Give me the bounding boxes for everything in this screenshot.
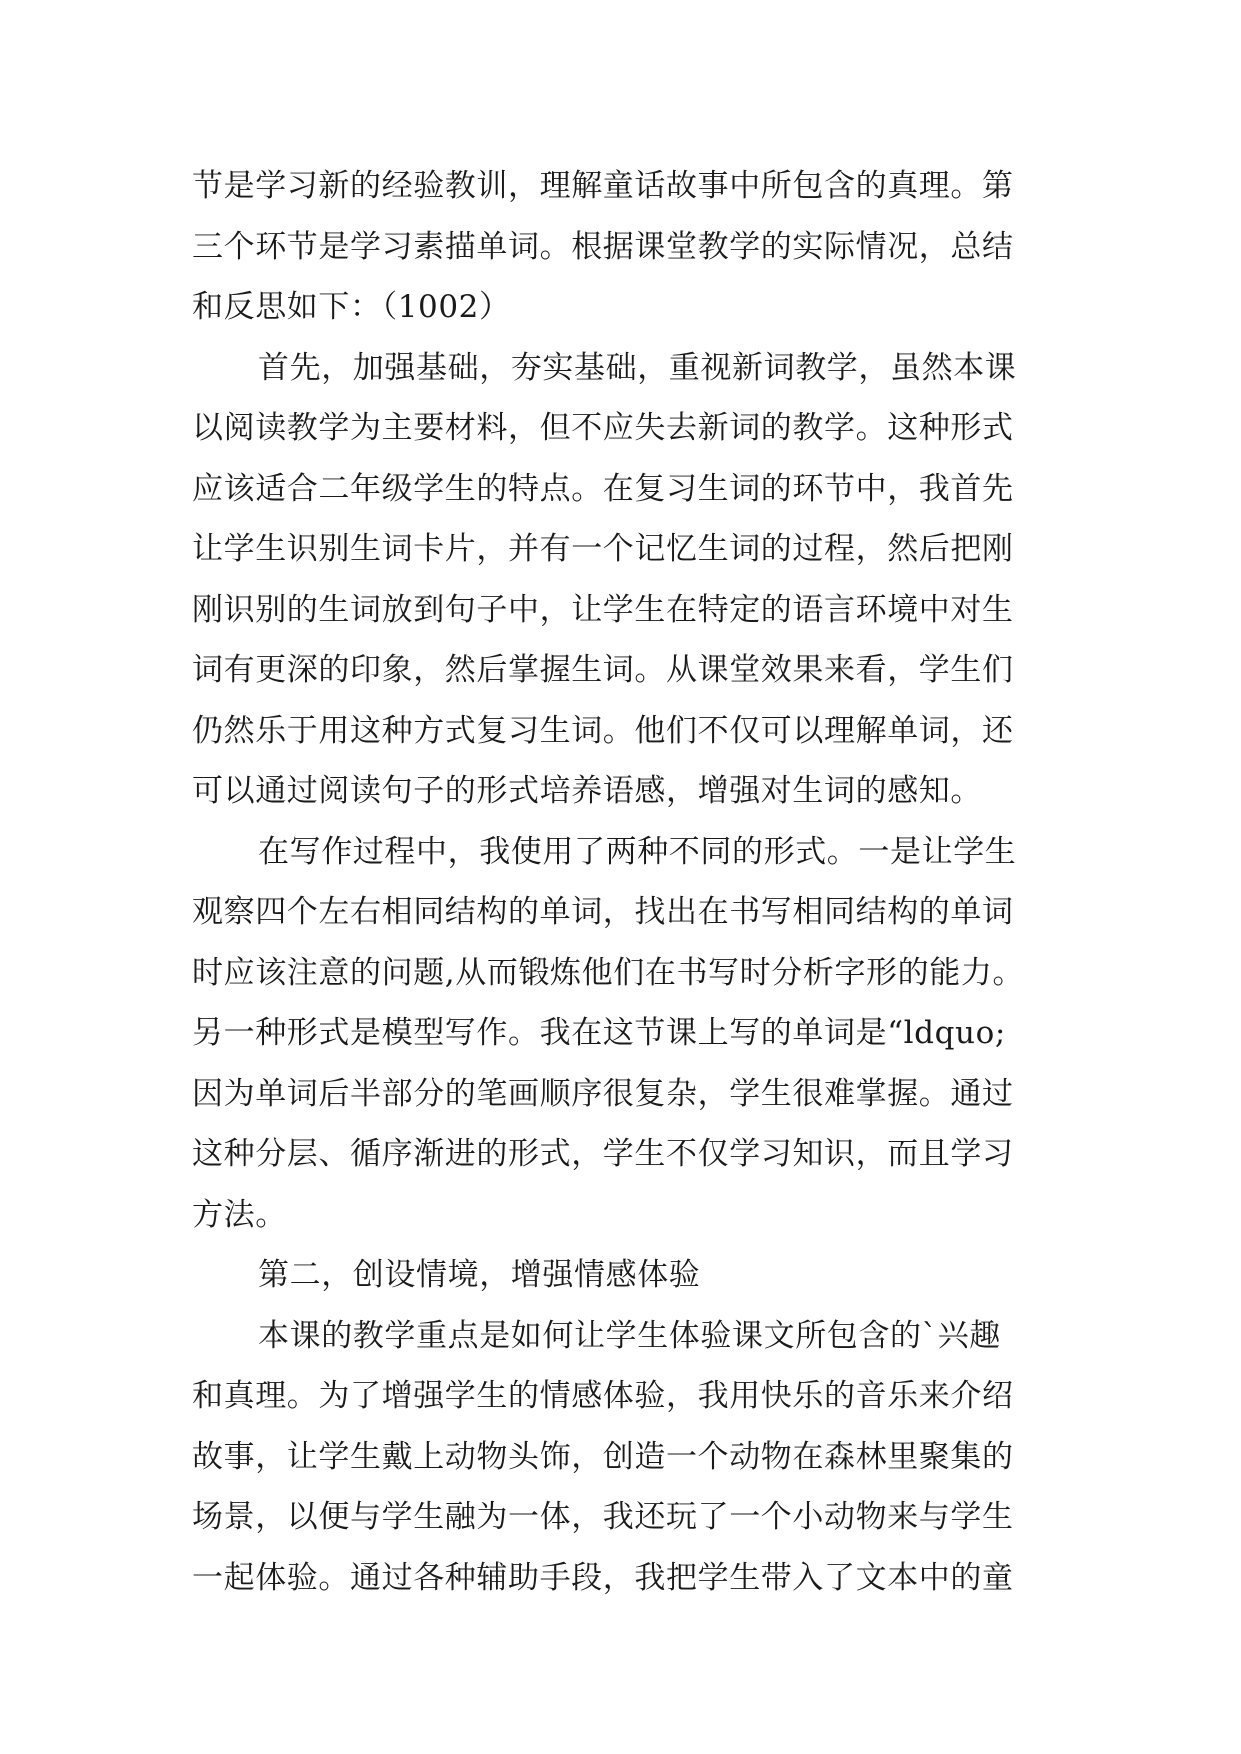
text-line-16: 因为单词后半部分的笔画顺序很复杂，学生很难掌握。通过 <box>192 1075 1014 1112</box>
text-line-23: 场景，以便与学生融为一体，我还玩了一个小动物来与学生 <box>192 1499 1014 1535</box>
text-line-17: 这种分层、循序渐进的形式，学生不仅学习知识，而且学习 <box>192 1136 1014 1172</box>
text-line-9: 词有更深的印象，然后掌握生词。从课堂效果来看，学生们 <box>192 652 1014 688</box>
text-line-4: 首先，加强基础，夯实基础，重视新词教学，虽然本课 <box>258 349 1017 386</box>
text-line-3: 和反思如下：（1002） <box>192 289 511 325</box>
text-line-13: 观察四个左右相同结构的单词，找出在书写相同结构的单词 <box>192 894 1014 930</box>
text-line-15: 另一种形式是模型写作。我在这节课上写的单词是“ldquo; <box>192 1015 1006 1051</box>
text-line-21: 和真理。为了增强学生的情感体验，我用快乐的音乐来介绍 <box>192 1378 1014 1414</box>
text-line-6: 应该适合二年级学生的特点。在复习生词的环节中，我首先 <box>192 470 1014 507</box>
text-line-5: 以阅读教学为主要材料，但不应失去新词的教学。这种形式 <box>192 410 1014 446</box>
text-line-8: 刚识别的生词放到句子中，让学生在特定的语言环境中对生 <box>192 591 1014 628</box>
text-line-20: 本课的教学重点是如何让学生体验课文所包含的`兴趣 <box>258 1317 1001 1354</box>
text-line-24: 一起体验。通过各种辅助手段，我把学生带入了文本中的童 <box>192 1559 1014 1596</box>
body-text <box>192 156 1052 1608</box>
text-line-1: 节是学习新的经验教训，理解童话故事中所包含的真理。第 <box>192 168 1014 204</box>
text-line-7: 让学生识别生词卡片，并有一个记忆生词的过程，然后把刚 <box>192 531 1014 567</box>
text-line-18: 方法。 <box>192 1196 287 1233</box>
text-line-2: 三个环节是学习素描单词。根据课堂教学的实际情况，总结 <box>192 228 1014 265</box>
text-line-10: 仍然乐于用这种方式复习生词。他们不仅可以理解单词，还 <box>192 712 1014 749</box>
text-line-14: 时应该注意的问题,从而锻炼他们在书写时分析字形的能力。 <box>192 954 1025 991</box>
text-line-22: 故事，让学生戴上动物头饰，创造一个动物在森林里聚集的 <box>192 1438 1014 1475</box>
text-line-12: 在写作过程中，我使用了两种不同的形式。一是让学生 <box>258 833 1017 870</box>
text-line-19: 第二，创设情境，增强情感体验 <box>258 1257 701 1293</box>
text-line-11: 可以通过阅读句子的形式培养语感，增强对生词的感知。 <box>192 773 982 809</box>
